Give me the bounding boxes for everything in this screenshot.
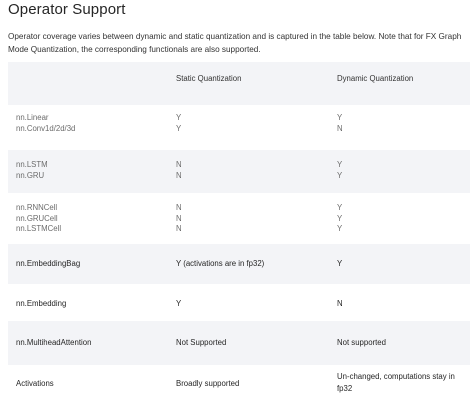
table-row [8,193,470,244]
dynamic-cell: Not supported [337,338,386,347]
dynamic-cell: Y N [337,113,343,133]
operator-cell: nn.LSTM nn.GRU [16,160,48,180]
operator-cell: nn.Embedding [16,299,67,308]
static-cell: Not Supported [176,338,227,347]
dynamic-cell: Y Y [337,160,343,180]
static-cell: N N [176,160,182,180]
static-cell: Broadly supported [176,379,240,388]
intro-paragraph: Operator coverage varies between dynamic and static quantization and is captured in the table below. Note that for FX Graph Mode Quantization, the corresponding functionals are also supported. [8,32,462,54]
dynamic-cell: Y Y Y [337,203,343,233]
operator-cell: nn.EmbeddingBag [16,259,81,268]
operator-cell: nn.MultiheadAttention [16,338,92,347]
table-row [8,365,470,405]
static-cell: Y (activations are in fp32) [176,259,265,268]
operator-cell: nn.Linear nn.Conv1d/2d/3d [16,113,76,133]
static-cell: Y [176,299,182,308]
static-cell: Y Y [176,113,182,133]
operator-cell: nn.RNNCell nn.GRUCell nn.LSTMCell [16,203,62,233]
dynamic-cell: N [337,299,343,308]
header-static-quantization: Static Quantization [176,74,242,83]
table-row [8,321,470,365]
header-dynamic-quantization: Dynamic Quantization [337,74,414,83]
dynamic-cell: Un-changed, computations stay in fp32 [337,372,455,393]
page-title: Operator Support [8,1,126,18]
operator-support-table [8,62,470,405]
table-header-row [8,62,470,105]
operator-cell: Activations [16,379,54,388]
table-row [8,105,470,150]
table-row [8,244,470,284]
static-cell: N N N [176,203,182,233]
table-row [8,284,470,321]
table-row [8,150,470,193]
dynamic-cell: Y [337,259,343,268]
